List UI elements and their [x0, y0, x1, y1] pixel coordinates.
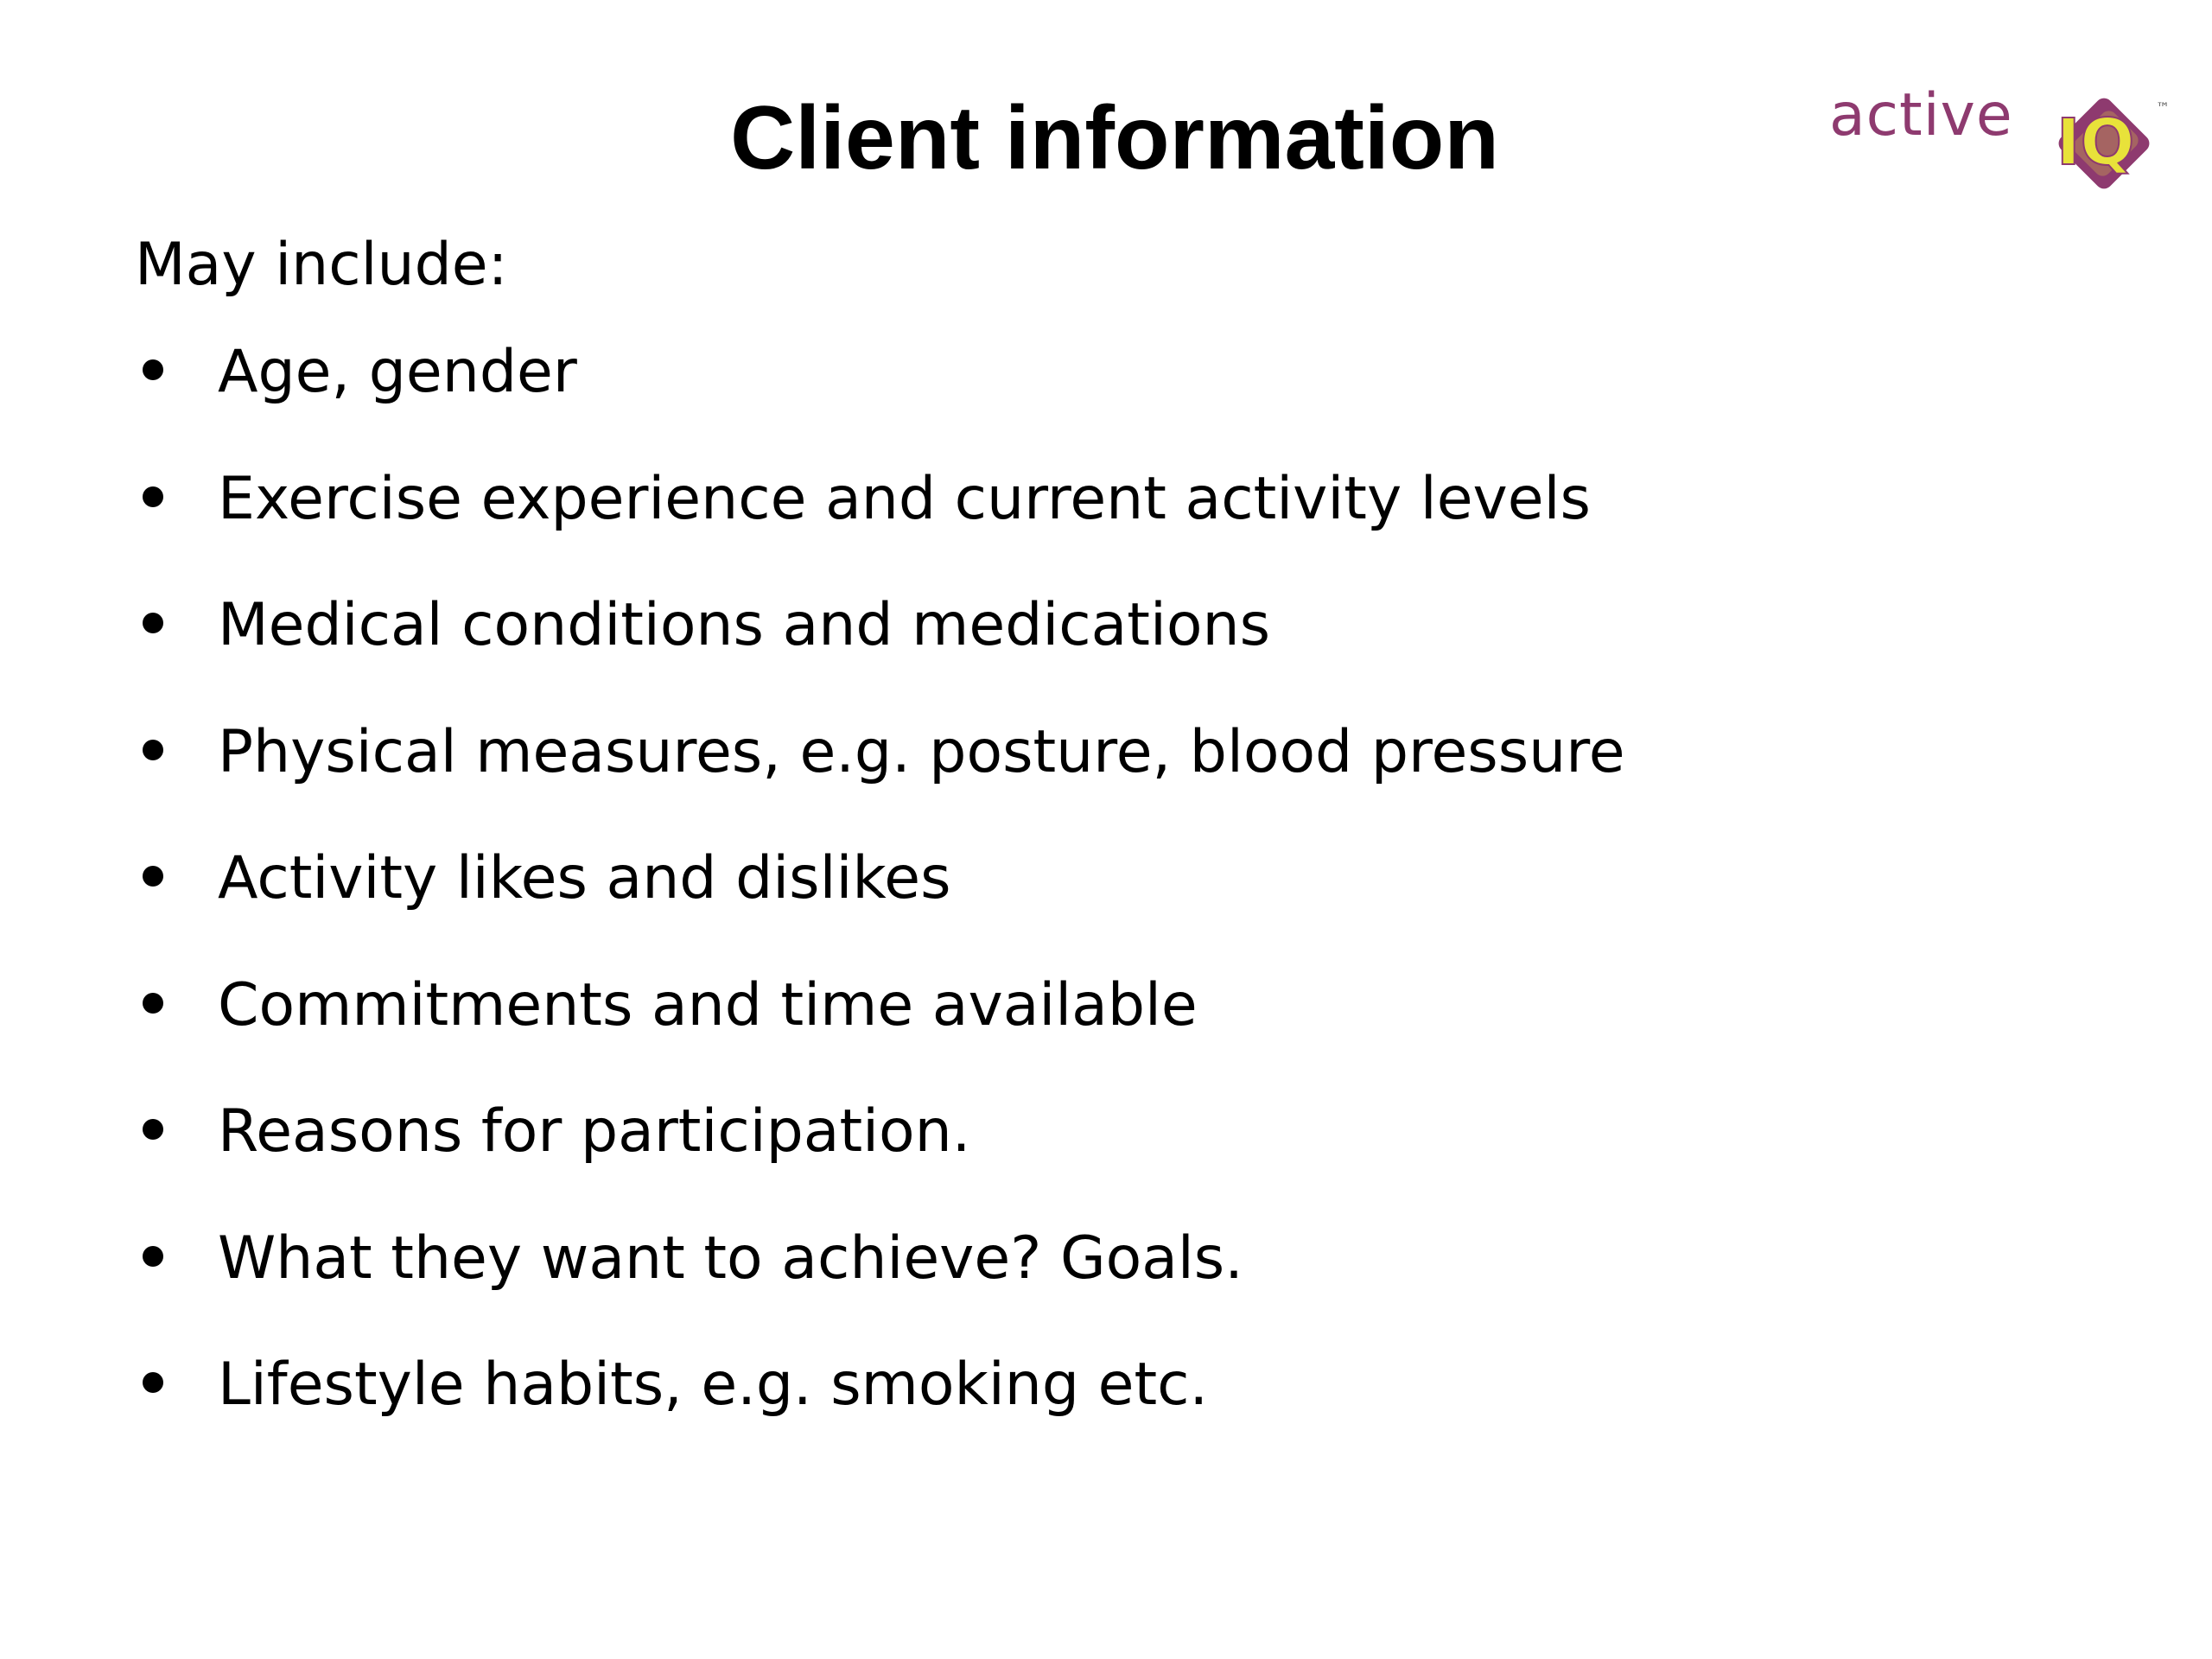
intro-text: May include: — [135, 231, 508, 299]
bullet-icon — [143, 993, 163, 1014]
list-item-text: Age, gender — [218, 338, 577, 406]
list-item-text: Exercise experience and current activity levels — [218, 464, 1591, 533]
logo-wordmark: active — [1829, 81, 2013, 149]
slide-title: Client information — [730, 88, 1499, 188]
bullet-icon — [143, 1119, 163, 1140]
bullet-icon — [143, 866, 163, 887]
list-item-text: Medical conditions and medications — [218, 591, 1270, 659]
bullet-icon — [143, 1372, 163, 1393]
active-iq-logo — [1827, 78, 2177, 207]
bullet-icon — [143, 359, 163, 380]
bullet-icon — [143, 613, 163, 633]
list-item-text: Activity likes and dislikes — [218, 844, 951, 912]
bullet-icon — [143, 1246, 163, 1267]
list-item-text: Commitments and time available — [218, 970, 1198, 1039]
logo-mark: IQ — [2056, 105, 2135, 180]
list-item-text: Physical measures, e.g. posture, blood pressure — [218, 717, 1625, 786]
list-item-text: Reasons for participation. — [218, 1097, 971, 1166]
bullet-icon — [143, 740, 163, 760]
logo-trademark: ™ — [2156, 99, 2170, 116]
list-item-text: What they want to achieve? Goals. — [218, 1224, 1243, 1293]
bullet-icon — [143, 486, 163, 507]
list-item-text: Lifestyle habits, e.g. smoking etc. — [218, 1351, 1209, 1419]
